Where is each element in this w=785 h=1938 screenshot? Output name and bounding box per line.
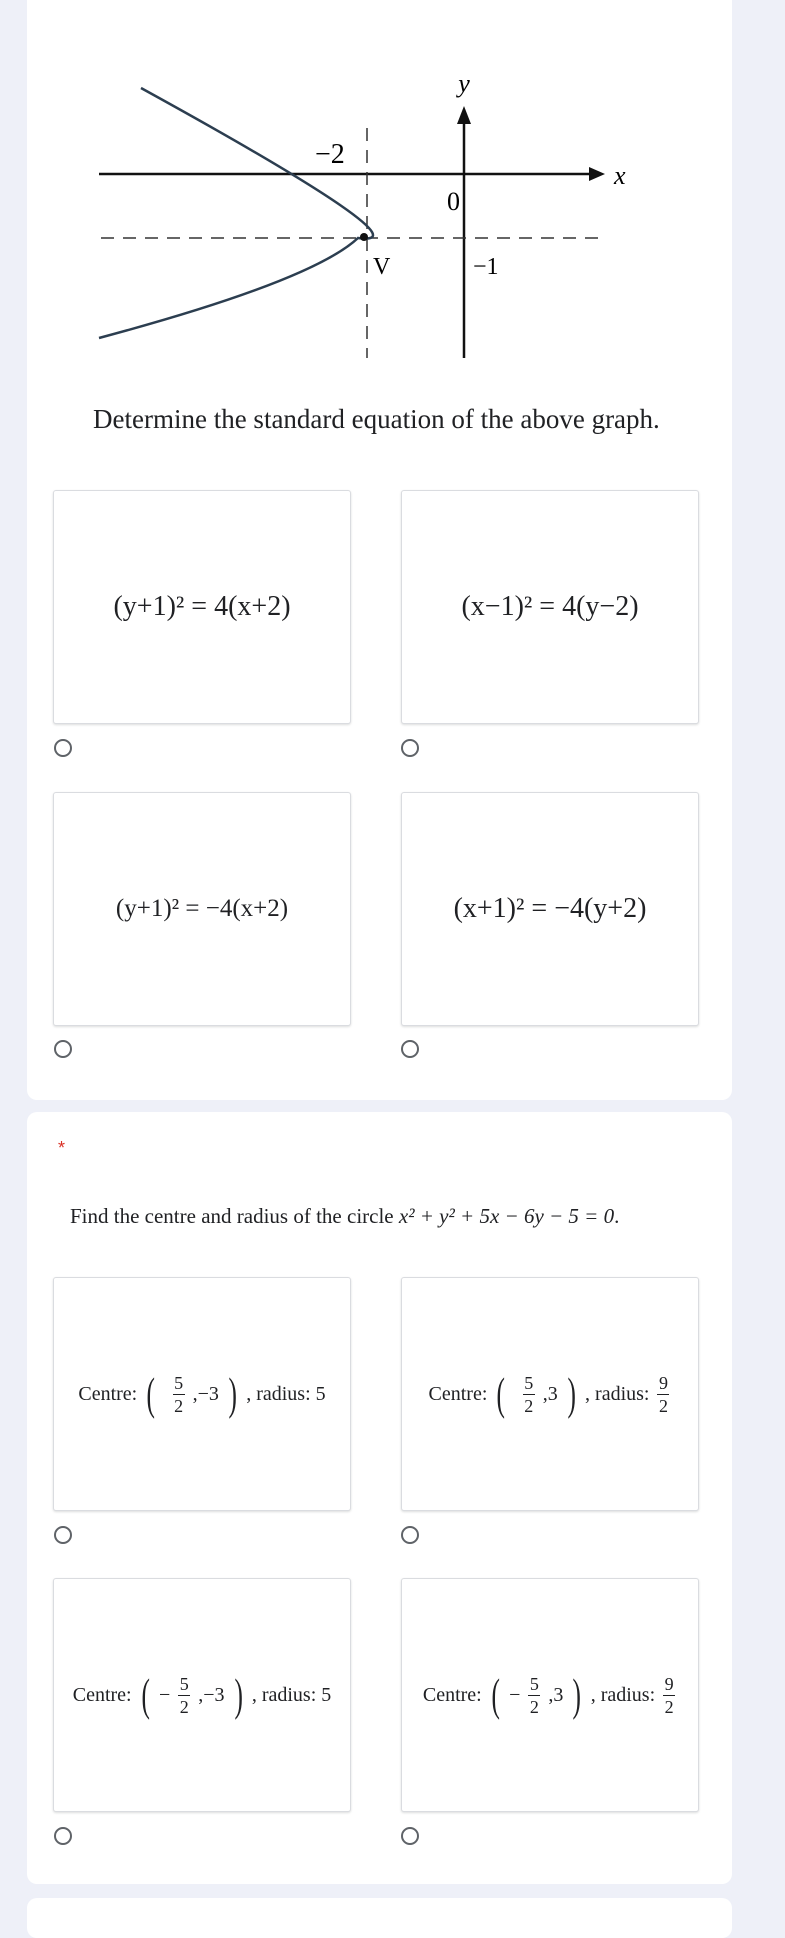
option-image-6[interactable]	[401, 1277, 699, 1511]
option-image-7[interactable]	[53, 1578, 351, 1812]
centre-second: ,−3	[192, 1382, 219, 1405]
radio-option-8[interactable]	[401, 1827, 419, 1845]
option-label: (y+1)² = −4(x+2)	[115, 895, 289, 922]
centre-num: 5	[529, 1673, 539, 1694]
centre-den: 2	[174, 1395, 184, 1416]
radio-option-7[interactable]	[54, 1827, 72, 1845]
centre-label: Centre:	[428, 1382, 488, 1405]
centre-den: 2	[529, 1696, 539, 1717]
centre-den: 2	[179, 1696, 189, 1717]
question-card-3	[27, 1898, 732, 1938]
option-image-2[interactable]	[401, 490, 699, 724]
centre-den: 2	[524, 1395, 534, 1416]
option-label: Centre: ( $\frac{5}{2}$ ,3 ) , radius: $\frac{9}{2}$	[428, 1368, 668, 1419]
radius-label: , radius: 5	[251, 1683, 332, 1706]
x-axis-label: x	[614, 161, 626, 190]
question-2-equation: x² + y² + 5x − 6y − 5 = 0	[398, 1204, 615, 1228]
question-2-text	[70, 1204, 619, 1229]
option-image-5[interactable]	[53, 1277, 351, 1511]
centre-second: ,3	[542, 1382, 558, 1405]
required-asterisk: *	[58, 1138, 66, 1158]
centre-num: 5	[174, 1372, 184, 1393]
radius-label: , radius: 5	[246, 1382, 326, 1405]
question-card-1	[27, 0, 732, 1100]
question-1-text: Determine the standard equation of the above graph.	[93, 404, 660, 434]
option-label: (x−1)² = 4(y−2)	[461, 591, 639, 622]
centre-label: Centre:	[72, 1683, 132, 1706]
vertex-label: V	[373, 254, 391, 280]
option-image-3[interactable]	[53, 792, 351, 1026]
radio-option-3[interactable]	[54, 1040, 72, 1058]
radius-den: 2	[664, 1696, 674, 1717]
vertex-point	[360, 233, 368, 241]
centre-label: Centre:	[422, 1683, 482, 1706]
radio-option-2[interactable]	[401, 739, 419, 757]
radio-option-4[interactable]	[401, 1040, 419, 1058]
centre-second: ,3	[548, 1683, 564, 1706]
option-label: (y+1)² = 4(x+2)	[113, 591, 291, 622]
option-label: Centre: ( $\frac{5}{2}$ ,−3 ) , radius: 5	[78, 1368, 326, 1419]
parabola-curve	[99, 88, 373, 338]
centre-sign: −	[158, 1683, 171, 1706]
radio-option-1[interactable]	[54, 739, 72, 757]
option-image-1[interactable]	[53, 490, 351, 724]
option-label: (x+1)² = −4(y+2)	[453, 893, 647, 924]
origin-label: 0	[447, 187, 460, 216]
y-axis-arrow	[457, 106, 471, 124]
centre-sign: −	[509, 1683, 521, 1706]
question-2-suffix: .	[614, 1204, 620, 1228]
centre-label: Centre:	[78, 1382, 138, 1405]
radio-option-5[interactable]	[54, 1526, 72, 1544]
radius-den: 2	[658, 1395, 668, 1416]
label-minus-2: −2	[315, 139, 345, 170]
option-label: Centre: ( − $\frac{5}{2}$ ,3 ) , radius: $\frac{9}{2}$	[422, 1669, 674, 1720]
option-label: Centre: ( − $\frac{5}{2}$ ,−3 ) , radius: 5	[72, 1669, 332, 1720]
option-image-4[interactable]	[401, 792, 699, 1026]
parabola-graph	[87, 28, 626, 368]
y-axis-label: y	[458, 69, 470, 98]
radius-num: 9	[664, 1673, 674, 1694]
option-image-8[interactable]	[401, 1578, 699, 1812]
label-minus-1: −1	[473, 254, 499, 280]
radio-option-6[interactable]	[401, 1526, 419, 1544]
centre-num: 5	[524, 1372, 534, 1393]
radius-label: , radius:	[585, 1382, 650, 1405]
radius-num: 9	[658, 1372, 668, 1393]
question-2-prefix: Find the centre and radius of the circle	[70, 1204, 394, 1228]
centre-second: ,−3	[198, 1683, 225, 1706]
centre-num: 5	[179, 1673, 189, 1694]
x-axis-arrow	[589, 167, 605, 181]
radius-label: , radius:	[590, 1683, 656, 1706]
